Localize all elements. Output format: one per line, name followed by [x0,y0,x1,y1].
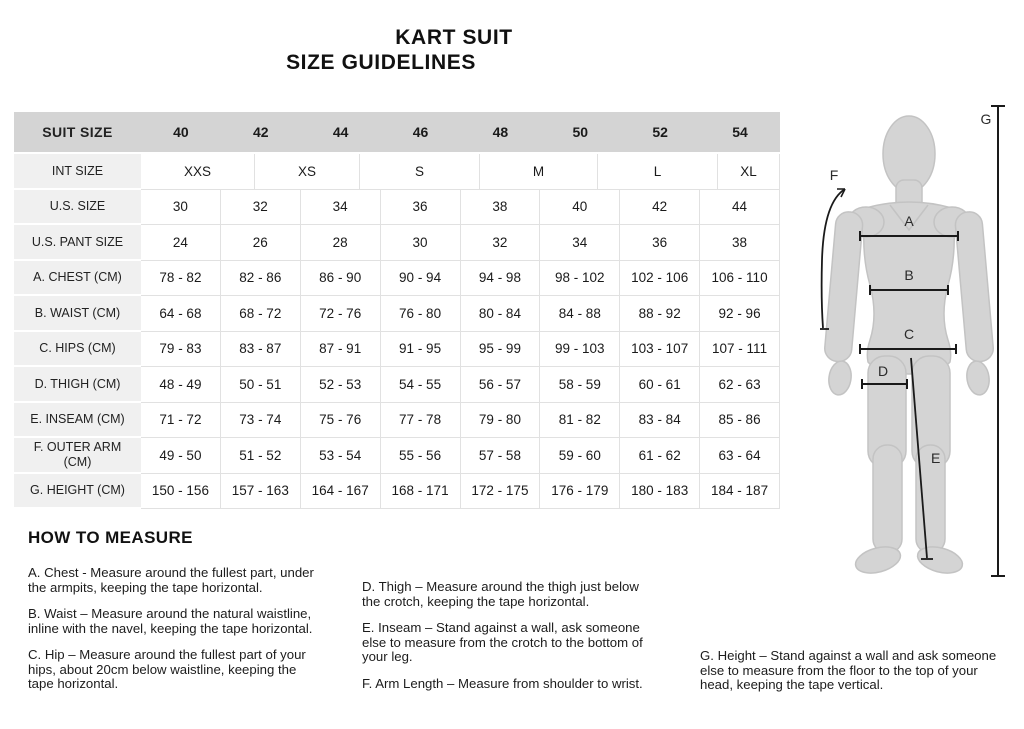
measure-instruction-paragraph [700,649,996,693]
value-cell: 80 - 84 [461,296,541,332]
value-cell: 184 - 187 [700,474,780,510]
value-cell: 87 - 91 [301,332,381,368]
value-cell: 157 - 163 [221,474,301,510]
suit-size-column-header: 42 [221,112,301,154]
value-cell: 102 - 106 [620,261,700,297]
label-e-inseam: E [931,450,941,466]
value-cell: 63 - 64 [700,438,780,474]
suit-size-column-header: 54 [700,112,780,154]
value-cell: 107 - 111 [700,332,780,368]
table-row [14,190,780,226]
value-cell: 38 [700,225,780,261]
value-cell: 94 - 98 [461,261,541,297]
value-cell: 64 - 68 [141,296,221,332]
value-cell: 34 [301,190,381,226]
table-row [14,332,780,368]
value-cell: 58 - 59 [540,367,620,403]
value-cell: 52 - 53 [301,367,381,403]
value-cell: 81 - 82 [540,403,620,439]
value-cell: 180 - 183 [620,474,700,510]
value-cell: 32 [221,190,301,226]
table-row [14,296,780,332]
value-cell: 164 - 167 [301,474,381,510]
suit-size-header-label: SUIT SIZE [14,112,141,154]
instruction-line: A. Chest - Measure around the fullest part, under [28,565,314,580]
value-cell: 30 [141,190,221,226]
value-cell: 99 - 103 [540,332,620,368]
body-silhouette-diagram [820,100,1015,585]
suit-size-column-header: 52 [620,112,700,154]
int-size-row-label: INT SIZE [14,154,141,190]
int-size-cell: S [360,154,480,190]
value-cell: 44 [700,190,780,226]
label-c-hips: C [903,326,915,342]
row-label: A. CHEST (CM) [14,261,141,297]
value-cell: 61 - 62 [620,438,700,474]
measure-instruction-paragraph [28,607,314,636]
row-label: G. HEIGHT (CM) [14,474,141,510]
int-size-cell: M [480,154,598,190]
int-size-cell: L [598,154,718,190]
value-cell: 103 - 107 [620,332,700,368]
table-row [14,261,780,297]
value-cell: 176 - 179 [540,474,620,510]
value-cell: 77 - 78 [381,403,461,439]
body-silhouette [824,116,995,578]
value-cell: 48 - 49 [141,367,221,403]
value-cell: 62 - 63 [700,367,780,403]
instruction-line: C. Hip – Measure around the fullest part of your [28,647,306,662]
suit-size-column-header: 50 [540,112,620,154]
value-cell: 75 - 76 [301,403,381,439]
row-label: D. THIGH (CM) [14,367,141,403]
value-cell: 92 - 96 [700,296,780,332]
value-cell: 68 - 72 [221,296,301,332]
value-cell: 83 - 87 [221,332,301,368]
value-cell: 59 - 60 [540,438,620,474]
value-cell: 82 - 86 [221,261,301,297]
measure-instruction-paragraph [28,648,314,692]
measure-instruction-paragraph [28,566,314,595]
value-cell: 83 - 84 [620,403,700,439]
value-cell: 72 - 76 [301,296,381,332]
value-cell: 60 - 61 [620,367,700,403]
table-row [14,367,780,403]
measure-instruction-paragraph [362,580,643,609]
label-b-waist: B [904,267,914,283]
value-cell: 49 - 50 [141,438,221,474]
instruction-line: F. Arm Length – Measure from shoulder to wrist. [362,675,643,691]
value-cell: 30 [381,225,461,261]
body-measurement-figure [820,100,1015,585]
instruction-line: the crotch, keeping the tape horizontal. [362,593,590,609]
instruction-line: your leg. [362,649,413,664]
instruction-line: the armpits, keeping the tape horizontal. [28,579,263,595]
value-cell: 56 - 57 [461,367,541,403]
int-size-cell: XXS [141,154,255,190]
value-cell: 172 - 175 [461,474,541,510]
instruction-line: D. Thigh – Measure around the thigh just below [362,579,639,594]
value-cell: 79 - 80 [461,403,541,439]
value-cell: 36 [620,225,700,261]
value-cell: 106 - 110 [700,261,780,297]
size-table [14,112,780,509]
instruction-line: E. Inseam – Stand against a wall, ask someone [362,620,640,635]
value-cell: 88 - 92 [620,296,700,332]
value-cell: 79 - 83 [141,332,221,368]
instruction-line: inline with the navel, keeping the tape horizontal. [28,620,313,636]
page-title-line2: SIZE GUIDELINES [286,51,476,74]
value-cell: 84 - 88 [540,296,620,332]
value-cell: 91 - 95 [381,332,461,368]
value-cell: 28 [301,225,381,261]
int-size-row [14,154,780,190]
row-label: F. OUTER ARM (CM) [14,438,141,474]
value-cell: 86 - 90 [301,261,381,297]
instruction-line: B. Waist – Measure around the natural waistline, [28,606,312,621]
value-cell: 32 [461,225,541,261]
table-row [14,474,780,510]
value-cell: 50 - 51 [221,367,301,403]
value-cell: 95 - 99 [461,332,541,368]
value-cell: 71 - 72 [141,403,221,439]
value-cell: 55 - 56 [381,438,461,474]
value-cell: 150 - 156 [141,474,221,510]
measure-instructions-column-1 [28,566,314,704]
instruction-line: hips, about 20cm below waistline, keeping the [28,661,297,677]
how-to-measure-heading: HOW TO MEASURE [28,528,193,547]
table-row [14,438,780,474]
measure-instruction-paragraph [362,677,643,692]
label-a-chest: A [904,213,914,229]
instruction-line: else to measure from the crotch to the bottom of [362,634,643,650]
value-cell: 76 - 80 [381,296,461,332]
row-label: E. INSEAM (CM) [14,403,141,439]
value-cell: 40 [540,190,620,226]
suit-size-column-header: 48 [461,112,541,154]
suit-size-column-header: 40 [141,112,221,154]
value-cell: 36 [381,190,461,226]
label-g-height: G [980,111,992,127]
value-cell: 78 - 82 [141,261,221,297]
instruction-line: head, keeping the tape vertical. [700,677,884,692]
row-label: C. HIPS (CM) [14,332,141,368]
measure-instructions-column-2 [362,580,643,703]
value-cell: 51 - 52 [221,438,301,474]
measure-instructions-column-3 [700,649,996,705]
table-row [14,403,780,439]
row-label: B. WAIST (CM) [14,296,141,332]
value-cell: 57 - 58 [461,438,541,474]
value-cell: 53 - 54 [301,438,381,474]
row-label: U.S. PANT SIZE [14,225,141,261]
instruction-line: else to measure from the floor to the top of your [700,662,978,678]
table-header-row [14,112,780,154]
value-cell: 38 [461,190,541,226]
instruction-line: G. Height – Stand against a wall and ask someone [700,648,997,663]
int-size-cell: XL [718,154,780,190]
value-cell: 90 - 94 [381,261,461,297]
value-cell: 42 [620,190,700,226]
suit-size-column-header: 44 [301,112,381,154]
int-size-cell: XS [255,154,360,190]
value-cell: 26 [221,225,301,261]
table-row [14,225,780,261]
value-cell: 85 - 86 [700,403,780,439]
value-cell: 168 - 171 [381,474,461,510]
label-f-arm: F [829,167,839,183]
value-cell: 98 - 102 [540,261,620,297]
row-label: U.S. SIZE [14,190,141,226]
instruction-line: tape horizontal. [28,676,119,691]
label-d-thigh: D [877,363,889,379]
measure-instruction-paragraph [362,621,643,665]
value-cell: 34 [540,225,620,261]
page-title-line1: KART SUIT [395,26,513,49]
value-cell: 24 [141,225,221,261]
suit-size-column-header: 46 [381,112,461,154]
value-cell: 54 - 55 [381,367,461,403]
value-cell: 73 - 74 [221,403,301,439]
